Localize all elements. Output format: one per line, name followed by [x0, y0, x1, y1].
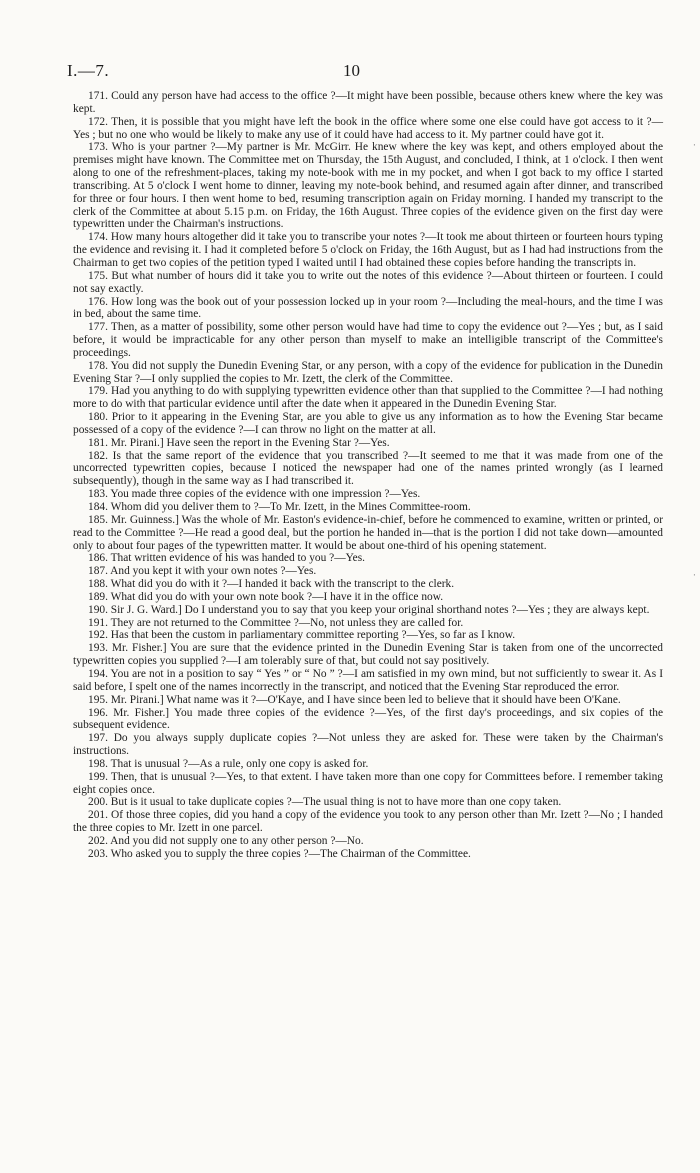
- paragraph-199: 199. Then, that is unusual ?—Yes, to that extent. I have taken more than one copy for Committees before. I remember taking eight copies once.: [73, 770, 663, 796]
- paragraph-175: 175. But what number of hours did it take you to write out the notes of this evidence ?—About thirteen or fourteen. I could not say exactly.: [73, 269, 663, 295]
- paragraph-188: 188. What did you do with it ?—I handed it back with the transcript to the clerk.: [88, 578, 455, 591]
- paragraph-184: 184. Whom did you deliver them to ?—To Mr. Izett, in the Mines Committee-room.: [88, 501, 471, 513]
- paragraph-183: 183. You made three copies of the evidence with one impression ?—Yes.: [88, 488, 421, 501]
- paragraph-187: 187. And you kept it with your own notes ?—Yes.: [88, 565, 317, 578]
- paragraph-173: 173. Who is your partner ?—My partner is Mr. McGirr. He knew where the key was kept, and others employed about the premises might have known. The Committee met on Thursday, the 15th August, and concluded, I think, at 1 o'clock. I then went along to one of the refreshment-places, taking my note-book with me in my pocket, and when I got back to my office I started transcribing. At 5 o'clock I went home to dinner, leaving my note-book behind, and resumed again after dinner, and transcribed for three or four hours. I then went home to bed, resuming transcription again on Friday morning. I handed my transcript to the clerk of the Committee at about 5.15 p.m. on Friday, the 16th August. Three copies of the evidence given on the first day were typewritten under the Chairman's instructions.: [73, 141, 663, 231]
- scan-edge-mark: ⋅: [692, 570, 696, 580]
- paragraph-182: 182. Is that the same report of the evidence that you transcribed ?—It seemed to me that it was made from one of the uncorrected typewritten copies, because I noticed the newspaper had one of the names printed wrongly (as I learned subsequently), though in the same way as I had transcribed it.: [73, 449, 663, 488]
- paragraph-195: 195. Mr. Pirani.] What name was it ?—O'Kaye, and I have since been led to believe that it should have been O'Kane.: [88, 693, 621, 706]
- paper-reference: I.—7.: [67, 61, 110, 80]
- scan-edge-mark: ⋅: [692, 140, 696, 150]
- paragraph-171: 171. Could any person have had access to the office ?—It might have been possible, because others knew where the key was kept.: [73, 90, 663, 115]
- paragraph-202: 202. And you did not supply one to any other person ?—No.: [88, 834, 364, 847]
- paragraph-185: 185. Mr. Guinness.] Was the whole of Mr. Easton's evidence-in-chief, before he commenced to examine, written or printed, or read to the Committee ?—He read a good deal, but the portion he handed in—that is the portion I did not take down—amounted only to about four pages of the typewritten matter. It would be about one-third of his opening statement.: [73, 513, 663, 552]
- paragraph-172: 172. Then, it is possible that you might have left the book in the office where some one else could have got access to it ?—Yes ; but no one who would be likely to make any use of it could have had access to it. My partner could have got it.: [73, 115, 663, 141]
- paragraph-176: 176. How long was the book out of your possession locked up in your room ?—Including the meal-hours, and the time I was in bed, about the same time.: [73, 295, 663, 321]
- paragraph-201: 201. Of those three copies, did you hand a copy of the evidence you took to any person other than Mr. Izett ?—No ; I handed the three copies to Mr. Izett in one parcel.: [73, 809, 663, 835]
- paragraph-191: 191. They are not returned to the Committee ?—No, not unless they are called for.: [88, 616, 464, 629]
- paragraph-177: 177. Then, as a matter of possibility, some other person would have had time to copy the evidence out ?—Yes ; but, as I said before, it would be impracticable for any other person than myself to make an intelligible transcript of the Committee's proceedings.: [73, 321, 663, 359]
- page-number: 10: [343, 61, 360, 80]
- paragraph-200: 200. But is it usual to take duplicate copies ?—The usual thing is not to have more than one copy taken.: [88, 796, 562, 809]
- paragraph-194: 194. You are not in a position to say “ Yes ” or “ No ” ?—I am satisfied in my own mind, but not sufficiently to swear it. As I said before, I spelt one of the names incorrectly in the transcript, and noticed that the Evening Star reproduced the error.: [73, 667, 663, 693]
- paragraph-190: 190. Sir J. G. Ward.] Do I understand you to say that you keep your original shorthand notes ?—Yes ; they are always kept.: [88, 603, 650, 616]
- paragraph-174: 174. How many hours altogether did it take you to transcribe your notes ?—It took me about thirteen or fourteen hours typing the evidence and revising it. I had it completed before 5 o'clock on Friday, the 16th August, but as I had had instructions from the Chairman to get two copies of the petition typed I waited until I had obtained these copies before handing the transcripts in.: [73, 231, 663, 269]
- evidence-body: [73, 90, 663, 861]
- paragraph-196: 196. Mr. Fisher.] You made three copies of the evidence ?—Yes, of the first day's proceedings, and six copies of the subsequent evidence.: [73, 706, 663, 732]
- paragraph-181: 181. Mr. Pirani.] Have seen the report in the Evening Star ?—Yes.: [88, 436, 390, 449]
- paragraph-178: 178. You did not supply the Dunedin Evening Star, or any person, with a copy of the evidence for publication in the Dunedin Evening Star ?—I only supplied the copies to Mr. Izett, the clerk of the Committee.: [73, 359, 663, 385]
- paragraph-193: 193. Mr. Fisher.] You are sure that the evidence printed in the Dunedin Evening Star is taken from one of the uncorrected typewritten copies you supplied ?—I am tolerably sure of that, but could not say positively.: [73, 642, 663, 668]
- paragraph-197: 197. Do you always supply duplicate copies ?—Not unless they are asked for. These were taken by the Chairman's instructions.: [73, 732, 663, 758]
- paragraph-179: 179. Had you anything to do with supplying typewritten evidence other than that supplied to the Committee ?—I had nothing more to do with that particular evidence until after the date when it appeared in the Dunedin Evening Star.: [73, 385, 663, 411]
- paragraph-180: 180. Prior to it appearing in the Evening Star, are you able to give us any information as to how the Evening Star became possessed of a copy of the evidence ?—I can throw no light on the matter at all.: [73, 411, 663, 436]
- paragraph-192: 192. Has that been the custom in parliamentary committee reporting ?—Yes, so far as I know.: [88, 629, 516, 642]
- paragraph-186: 186. That written evidence of his was handed to you ?—Yes.: [88, 552, 366, 565]
- paragraph-198: 198. That is unusual ?—As a rule, only one copy is asked for.: [88, 757, 369, 770]
- paragraph-203: 203. Who asked you to supply the three copies ?—The Chairman of the Committee.: [88, 847, 471, 860]
- paragraph-189: 189. What did you do with your own note book ?—I have it in the office now.: [88, 590, 444, 603]
